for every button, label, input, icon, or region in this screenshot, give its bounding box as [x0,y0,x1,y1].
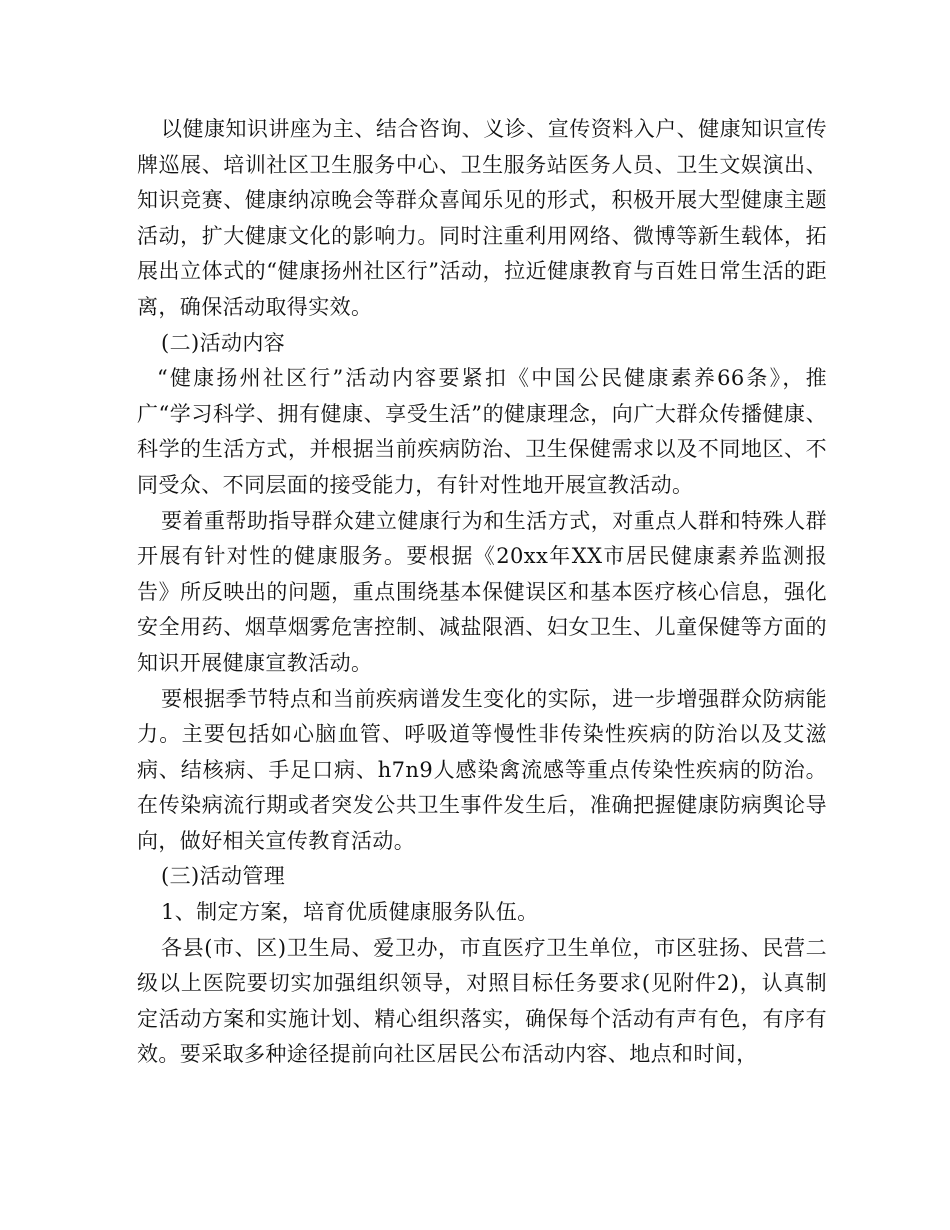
paragraph-content-requirements: “健康扬州社区行”活动内容要紧扣《中国公民健康素养66条》，推广“学习科学、拥有健康、享受生活”的健康理念，向广大群众传播健康、科学的生活方式，并根据当前疾病防治、卫生保健需求以及不同地区、不同受众、不同层面的接受能力，有针对性地开展宣教活动。 [137,366,827,497]
paragraph-organization: 各县(市、区)卫生局、爱卫办，市直医疗卫生单位，市区驻扬、民营二级以上医院要切实加强组织领导，对照目标任务要求(见附件2)，认真制定活动方案和实施计划、精心组织落实，确保每个活动有声有色，有序有效。要采取多种途径提前向社区居民公布活动内容、地点和时间， [137,935,827,1067]
section-heading-activity-content: (二)活动内容 [161,330,286,355]
paragraph-item-1-heading: 1、制定方案，培育优质健康服务队伍。 [161,900,539,925]
paragraph-health-behavior: 要着重帮助指导群众建立健康行为和生活方式，对重点人群和特殊人群开展有针对性的健康服务。要根据《20xx年XX市居民健康素养监测报告》所反映出的问题，重点围绕基本保健误区和基本医疗核心信息，强化安全用药、烟草烟雾危害控制、减盐限酒、妇女卫生、儿童保健等方面的知识开展健康宣教活动。 [137,508,827,675]
paragraph-disease-prevention: 要根据季节特点和当前疾病谱发生变化的实际，进一步增强群众防病能力。主要包括如心脑血管、呼吸道等慢性非传染性疾病的防治以及艾滋病、结核病、手足口病、h7n9人感染禽流感等重点传染性疾病的防治。在传染病流行期或者突发公共卫生事件发生后，准确把握健康防病舆论导向，做好相关宣传教育活动。 [137,686,827,853]
section-heading-activity-management: (三)活动管理 [161,864,286,889]
document-body [137,112,827,1073]
paragraph-activity-format: 以健康知识讲座为主、结合咨询、义诊、宣传资料入户、健康知识宣传牌巡展、培训社区卫生服务中心、卫生服务站医务人员、卫生文娱演出、知识竞赛、健康纳凉晚会等群众喜闻乐见的形式，积极开展大型健康主题活动，扩大健康文化的影响力。同时注重利用网络、微博等新生载体，拓展出立体式的“健康扬州社区行”活动，拉近健康教育与百姓日常生活的距离，确保活动取得实效。 [137,117,827,319]
